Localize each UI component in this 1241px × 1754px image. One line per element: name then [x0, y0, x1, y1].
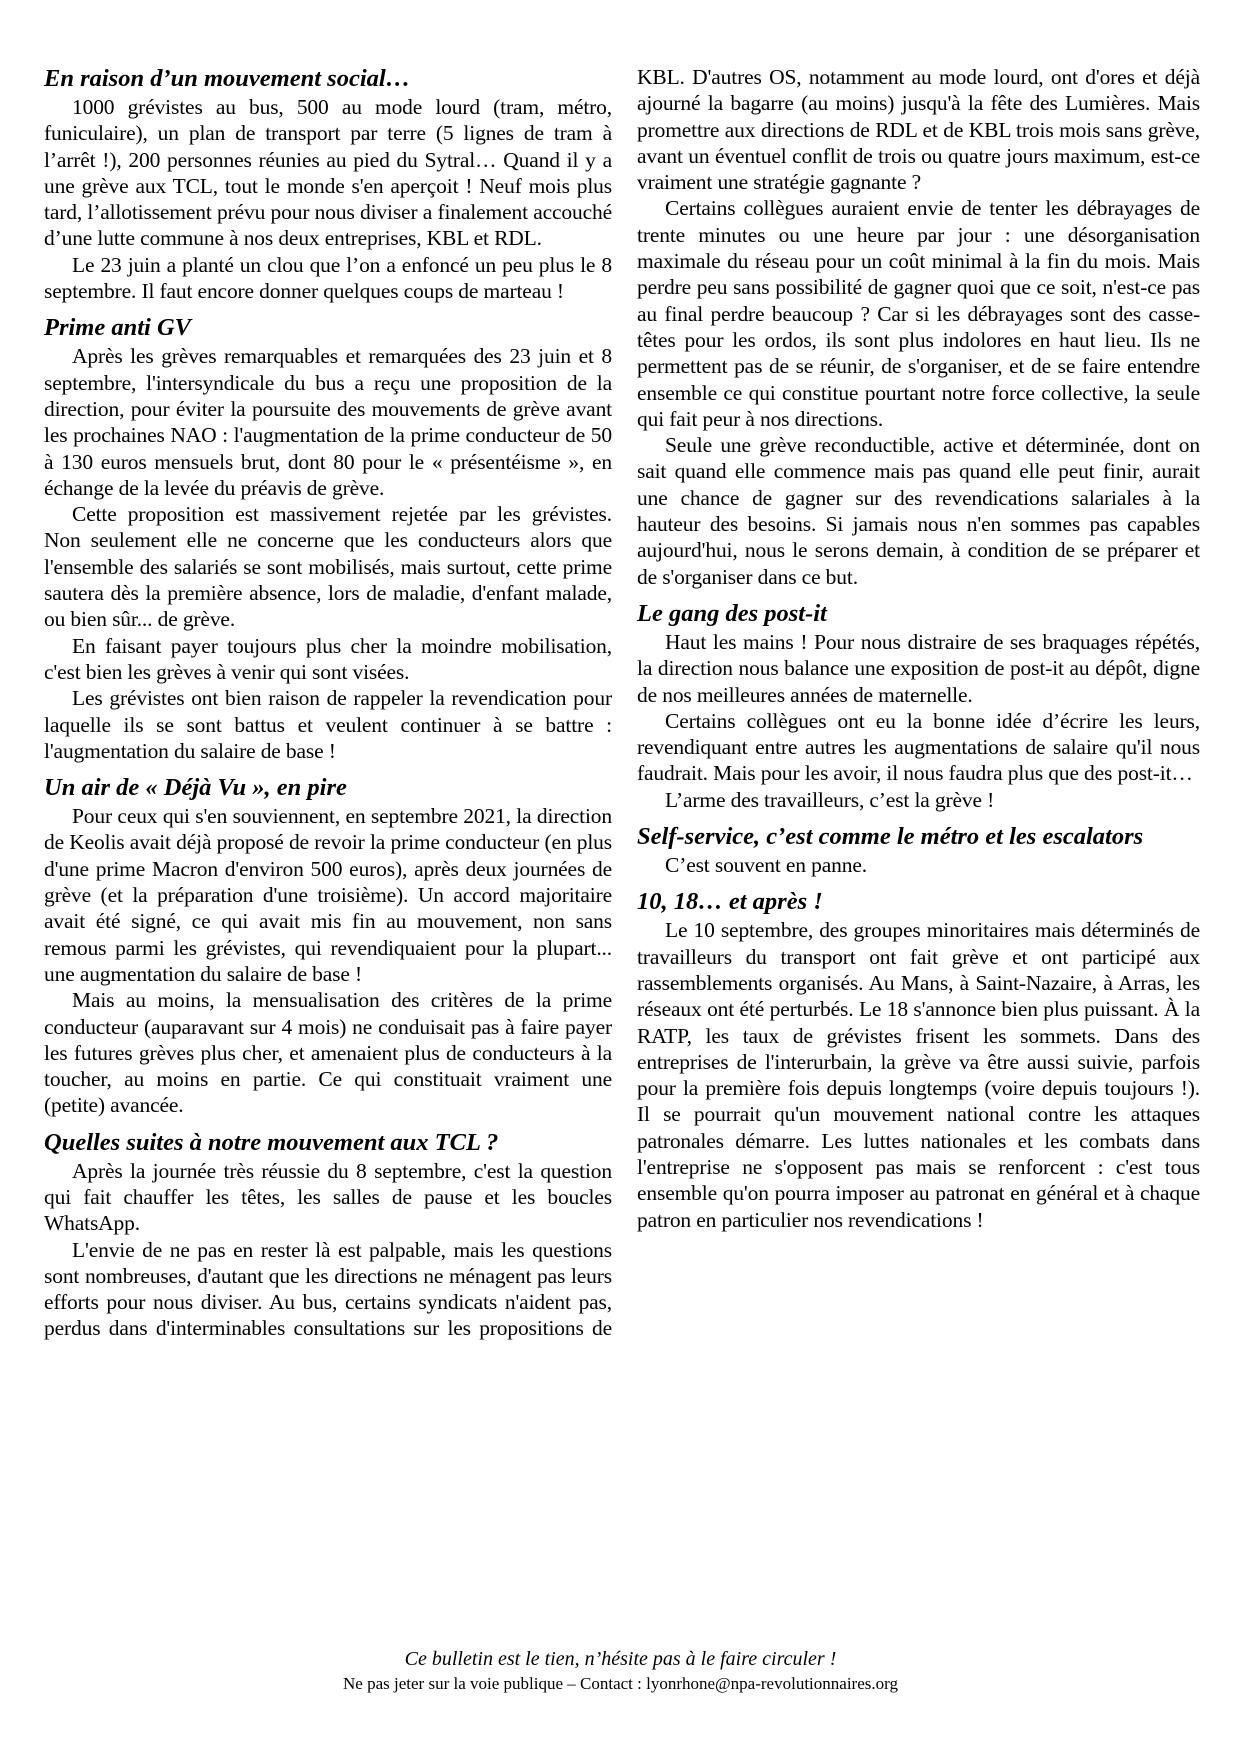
article-10-18-et-apres	[637, 887, 1200, 1233]
article-paragraph: Après la journée très réussie du 8 septembre, c'est la question qui fait chauffer les têtes, les salles de pause et les boucles WhatsApp.	[44, 1158, 612, 1236]
article-quelles-suites-continued	[637, 64, 1200, 590]
article-paragraph: Cette proposition est massivement rejetée par les grévistes. Non seulement elle ne concerne que les conducteurs alors que l'ensemble des salariés se sont mobilisés, mais surtout, cette prime sautera dès la première absence, lors de maladie, d'enfant malade, ou bien sûr... de grève.	[44, 502, 612, 632]
article-paragraph: En faisant payer toujours plus cher la moindre mobilisation, c'est bien les grèves à venir qui sont visées.	[44, 633, 612, 684]
article-paragraph: Certains collègues ont eu la bonne idée d’écrire les leurs, revendiquant entre autres les augmentations de salaire qu'il nous faudrait. Mais pour les avoir, il nous faudra plus que des post-it…	[637, 708, 1200, 786]
article-paragraph: Le 10 septembre, des groupes minoritaires mais déterminés de travailleurs du transport ont fait grève et ont participé aux rassemblements organisés. Au Mans, à Saint-Nazaire, à Arras, les réseaux ont été perturbés. Le 18 s'annonce bien plus puissant. À la RATP, les taux de grévistes frisent les sommets. Dans des entreprises de l'interurbain, la grève va être aussi suivie, parfois pour la première fois depuis longtemps (voire depuis toujours !). Il se pourrait qu'un mouvement national contre les attaques patronales démarre. Les luttes nationales et les combats dans l'entreprise ne s'opposent pas mais se renforcent : c'est tous ensemble qu'on pourra imposer au patronat en général et à chaque patron en particulier nos revendications !	[637, 918, 1200, 1232]
article-title: En raison d’un mouvement social…	[44, 65, 411, 92]
right-column	[637, 64, 1200, 1233]
footer-tagline: Ce bulletin est le tien, n’hésite pas à le faire circuler !	[404, 1648, 837, 1670]
article-paragraph: Haut les mains ! Pour nous distraire de ses braquages répétés, la direction nous balance une exposition de post-it au dépôt, digne de nos meilleures années de maternelle.	[637, 629, 1200, 707]
article-self-service	[637, 822, 1200, 878]
article-deja-vu	[44, 773, 612, 1119]
article-paragraph: Mais au moins, la mensualisation des critères de la prime conducteur (auparavant sur 4 mois) ne conduisait pas à faire payer les futures grèves plus cher, et amenaient plus de conducteurs à la toucher, au moins en partie. Ce qui constituait vraiment une (petite) avancée.	[44, 988, 612, 1118]
footer-contact: Ne pas jeter sur la voie publique – Contact : lyonrhone@npa-revolutionnaires.org	[343, 1674, 898, 1693]
left-column	[44, 64, 612, 1342]
article-title: Prime anti GV	[44, 314, 192, 342]
article-gang-des-post-it	[637, 599, 1200, 813]
article-en-raison-mouvement-social	[44, 64, 612, 304]
article-title: 10, 18… et après !	[637, 888, 823, 916]
article-prime-anti-gv	[44, 313, 612, 764]
article-paragraph: L’arme des travailleurs, c’est la grève !	[665, 787, 995, 812]
article-paragraph: Le 23 juin a planté un clou que l’on a enfoncé un peu plus le 8 septembre. Il faut encore donner quelques coups de marteau !	[44, 252, 612, 304]
article-paragraph: 1000 grévistes au bus, 500 au mode lourd (tram, métro, funiculaire), un plan de transport par terre (5 lignes de tram à l’arrêt !), 200 personnes réunies au pied du Sytral… Quand il y a une grève aux TCL, tout le monde s'en aperçoit ! Neuf mois plus tard, l’allotissement prévu pour nous diviser a finalement accouché d’une lutte commune à nos deux entreprises, KBL et RDL.	[44, 95, 612, 251]
article-title: Le gang des post-it	[637, 599, 827, 627]
article-paragraph: Seule une grève reconductible, active et déterminée, dont on sait quand elle commence mais pas quand elle peut finir, aurait une chance de gagner sur des revendications salariales à la hauteur des besoins. Si jamais nous n'en sommes pas capables aujourd'hui, nous le serons demain, à condition de se préparer et de s'organiser dans ce but.	[637, 433, 1200, 589]
article-paragraph: C’est souvent en panne.	[665, 853, 867, 878]
article-quelles-suites	[44, 1128, 612, 1342]
article-paragraph: Après les grèves remarquables et remarquées des 23 juin et 8 septembre, l'intersyndicale du bus a reçu une proposition de la direction, pour éviter la poursuite des mouvements de grève avant les prochaines NAO : l'augmentation de la prime conducteur de 50 à 130 euros mensuels brut, dont 80 pour le « présentéisme », en échange de la levée du préavis de grève.	[44, 344, 612, 500]
article-paragraph: Les grévistes ont bien raison de rappeler la revendication pour laquelle ils se sont battus et veulent continuer à se battre : l'augmentation du salaire de base !	[44, 686, 612, 763]
article-title: Un air de « Déjà Vu », en pire	[44, 774, 347, 802]
article-title: Self-service, c’est comme le métro et les escalators	[637, 823, 1144, 851]
article-paragraph: L'envie de ne pas en rester là est palpable, mais les questions sont nombreuses, d'autant que les directions ne ménagent pas leurs efforts pour nous diviser. Au bus, certains syndicats n'aident pas, perdus dans d'interminables consultations sur les propositions de	[44, 1237, 612, 1341]
article-paragraph: Certains collègues auraient envie de tenter les débrayages de trente minutes ou une heure par jour : une désorganisation maximale du réseau pour un coût minimal à la fin du mois. Mais perdre peu sans possibilité de gagner quoi que ce soit, n'est-ce pas au final perdre beaucoup ? Car si les débrayages sont des casse-têtes pour les ordos, ils sont plus indolores en haut lieu. Ils ne permettent pas de se réunir, de s'organiser, et de se faire entendre ensemble ce qui constitue pourtant notre force collective, la seule qui fait peur à nos directions.	[637, 196, 1200, 431]
article-paragraph: KBL. D'autres OS, notamment au mode lourd, ont d'ores et déjà ajourné la bagarre (au moins) jusqu'à la fête des Lumières. Mais promettre aux directions de RDL et de KBL trois mois sans grève, avant un éventuel conflit de trois ou quatre jours maximum, est-ce vraiment une stratégie gagnante ?	[637, 65, 1200, 195]
article-paragraph: Pour ceux qui s'en souviennent, en septembre 2021, la direction de Keolis avait déjà proposé de revoir la prime conducteur (en plus d'une prime Macron d'environ 500 euros), après deux journées de grève (et la préparation d'une troisième). Un accord majoritaire avait été signé, ce qui avait mis fin au mouvement, non sans remous parmi les grévistes, qui revendiquaient pour la plupart... une augmentation du salaire de base !	[44, 804, 612, 986]
article-title: Quelles suites à notre mouvement aux TCL ?	[44, 1128, 499, 1156]
